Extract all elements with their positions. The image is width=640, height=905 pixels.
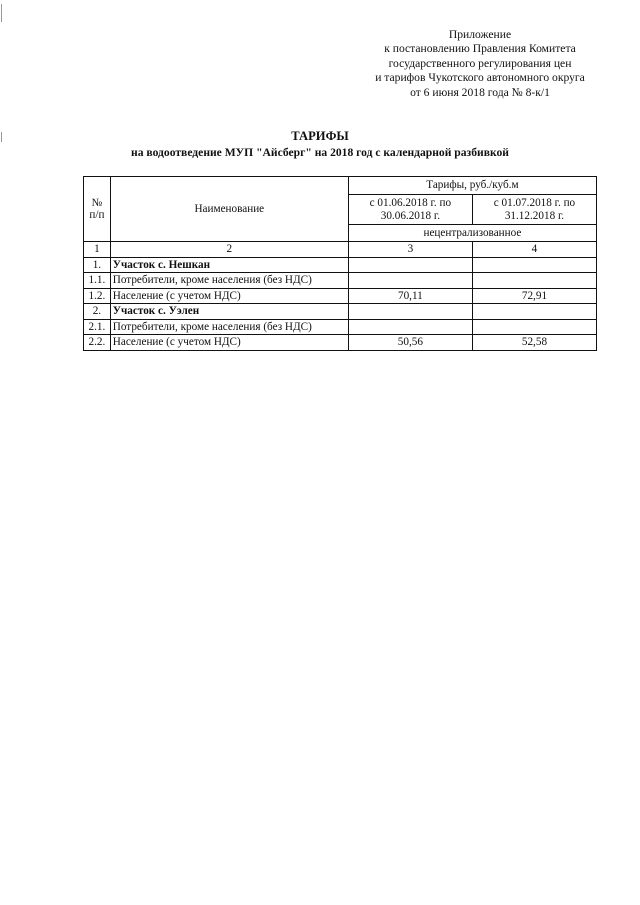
document-title: ТАРИФЫ [291, 129, 349, 143]
row-name: Население (с учетом НДС) [110, 288, 348, 304]
header-tariffs-unit: Тарифы, руб./куб.м [348, 177, 596, 195]
appendix-line: от 6 июня 2018 года № 8-к/1 [410, 85, 550, 99]
table-row [84, 304, 597, 320]
table-row [84, 335, 597, 351]
table-row [84, 319, 597, 335]
row-value-2 [472, 273, 596, 289]
appendix-line: и тарифов Чукотского автономного округа [375, 71, 585, 85]
row-number: 1.1. [84, 273, 111, 289]
appendix-line: к постановлению Правления Комитета [384, 42, 576, 56]
header-number: № п/п [84, 177, 111, 242]
header-name: Наименование [110, 177, 348, 242]
col-number: 2 [110, 242, 348, 258]
row-name: Участок с. Нешкан [110, 257, 348, 273]
row-number: 1. [84, 257, 111, 273]
row-name: Население (с учетом НДС) [110, 335, 348, 351]
table-row [84, 288, 597, 304]
row-value-1 [348, 319, 472, 335]
appendix-line: Приложение [448, 28, 512, 41]
row-number: 2.2. [84, 335, 111, 351]
scan-mark [1, 4, 2, 22]
row-value-1: 50,56 [348, 335, 472, 351]
row-number: 2.1. [84, 319, 111, 335]
col-number: 3 [348, 242, 472, 258]
row-number: 1.2. [84, 288, 111, 304]
document-subtitle: на водоотведение МУП "Айсберг" на 2018 год с календарной разбивкой [131, 146, 509, 159]
header-period-1: с 01.06.2018 г. по 30.06.2018 г. [348, 195, 472, 225]
row-value-2: 52,58 [472, 335, 596, 351]
header-system: нецентрализованное [348, 225, 596, 242]
col-number: 4 [472, 242, 596, 258]
tariff-table [83, 176, 597, 351]
row-value-2 [472, 304, 596, 320]
row-value-1 [348, 273, 472, 289]
appendix-line: государственного регулирования цен [388, 56, 572, 70]
row-name: Потребители, кроме населения (без НДС) [110, 273, 348, 289]
row-name: Участок с. Уэлен [110, 304, 348, 320]
row-value-1 [348, 257, 472, 273]
row-value-1 [348, 304, 472, 320]
row-number: 2. [84, 304, 111, 320]
table-row [84, 273, 597, 289]
col-number: 1 [84, 242, 111, 258]
row-value-1: 70,11 [348, 288, 472, 304]
row-value-2 [472, 257, 596, 273]
table-row [84, 257, 597, 273]
row-value-2: 72,91 [472, 288, 596, 304]
header-period-2: с 01.07.2018 г. по 31.12.2018 г. [472, 195, 596, 225]
row-name: Потребители, кроме населения (без НДС) [110, 319, 348, 335]
row-value-2 [472, 319, 596, 335]
appendix-block [318, 28, 640, 100]
